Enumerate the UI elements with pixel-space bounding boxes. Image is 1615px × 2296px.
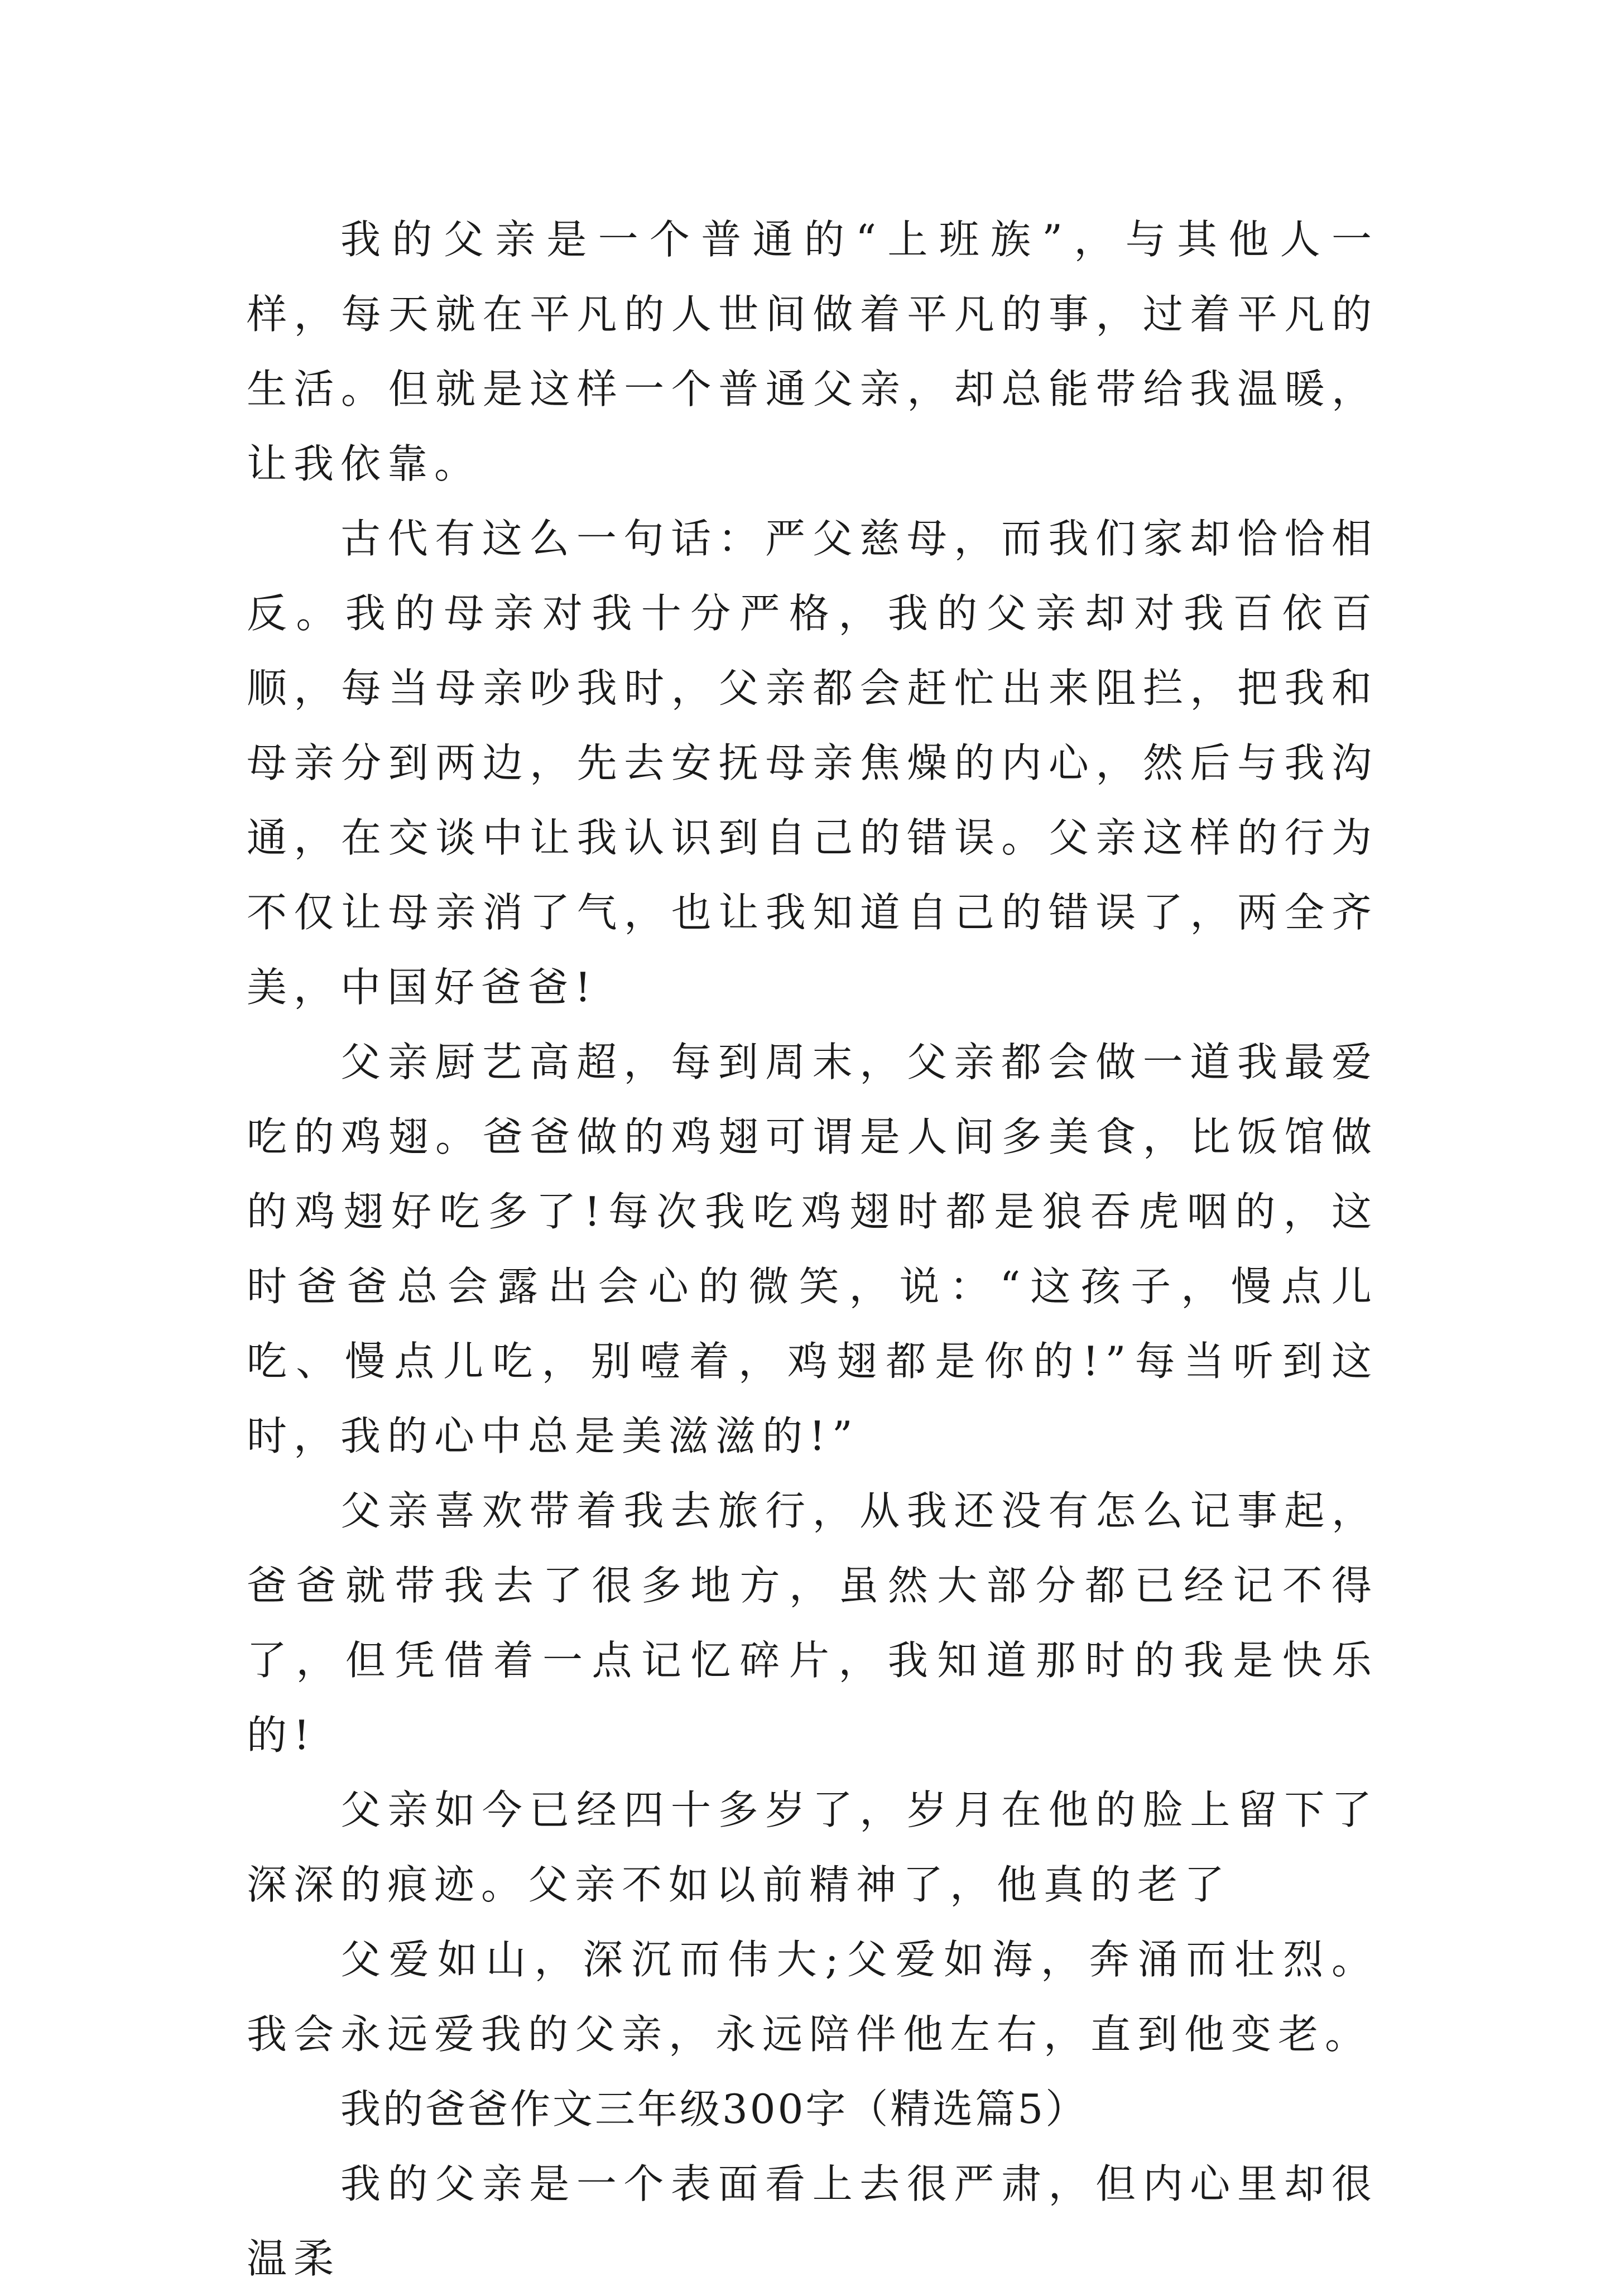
document-body (247, 202, 1378, 2296)
paragraph-2: 古代有这么一句话：严父慈母，而我们家却恰恰相反。我的母亲对我十分严格，我的父亲却对我百依百顺，每当母亲吵我时，父亲都会赶忙出来阻拦，把我和母亲分到两边，先去安抚母亲焦燥的内心，然后与我沟通，在交谈中让我认识到自己的错误。父亲这样的行为不仅让母亲消了气，也让我知道自己的错误了，两全齐美，中国好爸爸! (247, 515, 1378, 1011)
paragraph-5: 父亲如今已经四十多岁了，岁月在他的脸上留下了深深的痕迹。父亲不如以前精神了，他真的老了 (247, 1786, 1378, 1908)
section-heading: 我的爸爸作文三年级300字（精选篇5） (340, 2086, 1088, 2132)
paragraph-4: 父亲喜欢带着我去旅行，从我还没有怎么记事起，爸爸就带我去了很多地方，虽然大部分都已经记不得了，但凭借着一点记忆碎片，我知道那时的我是快乐的! (247, 1487, 1378, 1759)
paragraph-3: 父亲厨艺高超，每到周末，父亲都会做一道我最爱吃的鸡翅。爸爸做的鸡翅可谓是人间多美食，比饭馆做的鸡翅好吃多了!每次我吃鸡翅时都是狼吞虎咽的，这时爸爸总会露出会心的微笑，说：“这孩子，慢点儿吃、慢点儿吃，别噎着，鸡翅都是你的!”每当听到这时，我的心中总是美滋滋的!” (247, 1039, 1378, 1459)
paragraph-1: 我的父亲是一个普通的“上班族”，与其他人一样，每天就在平凡的人世间做着平凡的事，过着平凡的生活。但就是这样一个普通父亲，却总能带给我温暖，让我依靠。 (247, 216, 1378, 487)
paragraph-6: 父爱如山，深沉而伟大;父爱如海，奔涌而壮烈。我会永远爱我的父亲，永远陪伴他左右，直到他变老。 (247, 1936, 1378, 2058)
paragraph-7: 我的父亲是一个表面看上去很严肃，但内心里却很温柔 (247, 2160, 1378, 2282)
